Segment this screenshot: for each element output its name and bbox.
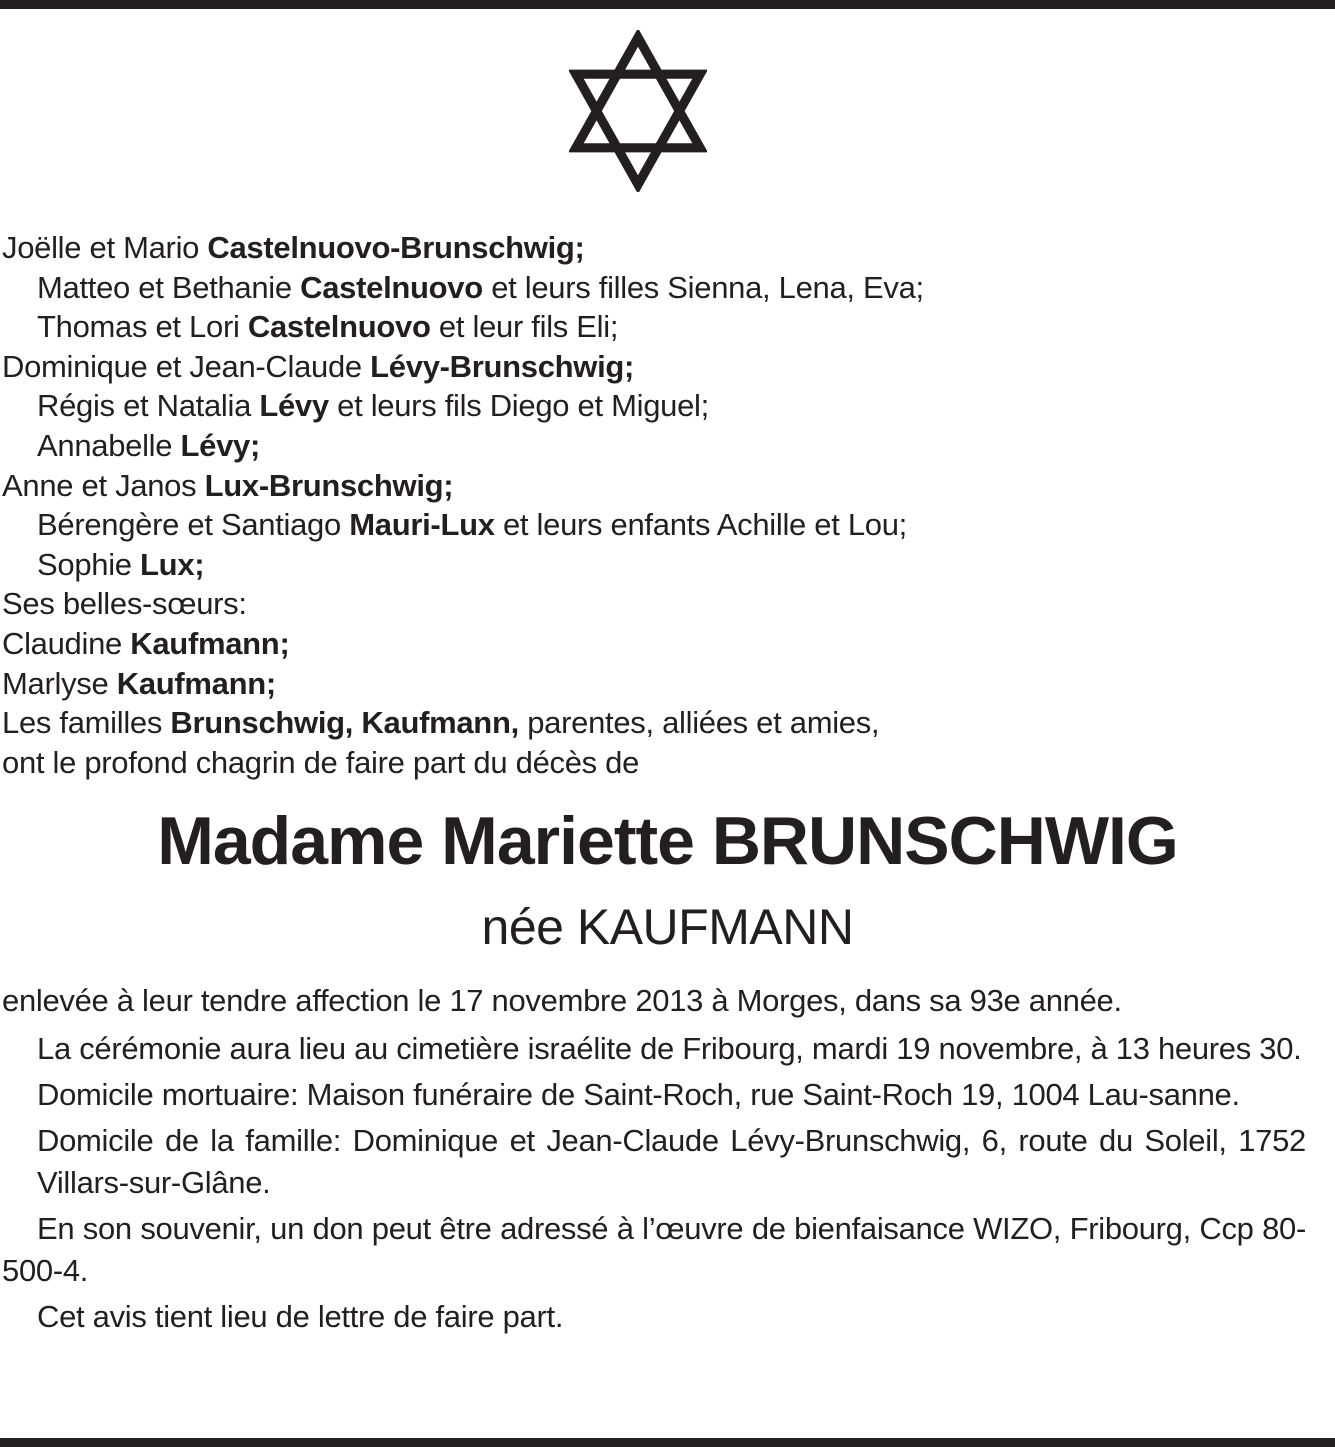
family-line: Sophie Lux;	[37, 546, 205, 582]
deceased-name: Madame Mariette BRUNSCHWIG	[157, 803, 1178, 879]
ceremony-paragraph: La cérémonie aura lieu au cimetière israélite de Fribourg, mardi 19 novembre, à 13 heures 30.	[37, 1031, 1302, 1066]
bottom-rule	[0, 1438, 1335, 1447]
family-line: Thomas et Lori Castelnuovo et leur fils Eli;	[37, 309, 619, 345]
passed-away-line: enlevée à leur tendre affection le 17 novembre 2013 à Morges, dans sa 93e année.	[2, 983, 1122, 1018]
notice-details	[2, 980, 1306, 1342]
mortuary-paragraph: Domicile mortuaire: Maison funéraire de Saint-Roch, rue Saint-Roch 19, 1004 Lau-sanne.	[37, 1077, 1240, 1112]
top-rule	[0, 0, 1335, 9]
family-line: Joëlle et Mario Castelnuovo-Brunschwig;	[2, 230, 585, 265]
family-line: Marlyse Kaufmann;	[2, 665, 276, 701]
family-line: Dominique et Jean-Claude Lévy-Brunschwig;	[2, 348, 635, 384]
family-line: Annabelle Lévy;	[37, 427, 260, 463]
family-line: Anne et Janos Lux-Brunschwig;	[2, 467, 454, 503]
maiden-name: née KAUFMANN	[481, 899, 854, 955]
family-line: Ses belles-sœurs:	[2, 586, 247, 622]
family-line: ont le profond chagrin de faire part du décès de	[2, 744, 640, 780]
closing-line: Cet avis tient lieu de lettre de faire part.	[37, 1299, 564, 1334]
family-home-paragraph: Domicile de la famille: Dominique et Jean-Claude Lévy-Brunschwig, 6, route du Soleil, 1752 Villars-sur-Glâne.	[37, 1123, 1306, 1200]
family-line: Claudine Kaufmann;	[2, 625, 290, 661]
family-list	[2, 228, 1332, 782]
donation-paragraph: En son souvenir, un don peut être adressé à l’œuvre de bienfaisance WIZO, Fribourg, Ccp 80-500-4.	[2, 1211, 1306, 1288]
family-line: Bérengère et Santiago Mauri-Lux et leurs enfants Achille et Lou;	[37, 507, 907, 543]
family-line: Matteo et Bethanie Castelnuovo et leurs filles Sienna, Lena, Eva;	[37, 269, 924, 305]
star-of-david-icon	[569, 30, 707, 192]
family-line: Régis et Natalia Lévy et leurs fils Diego et Miguel;	[37, 388, 709, 424]
family-line: Les familles Brunschwig, Kaufmann, parentes, alliées et amies,	[2, 705, 880, 741]
